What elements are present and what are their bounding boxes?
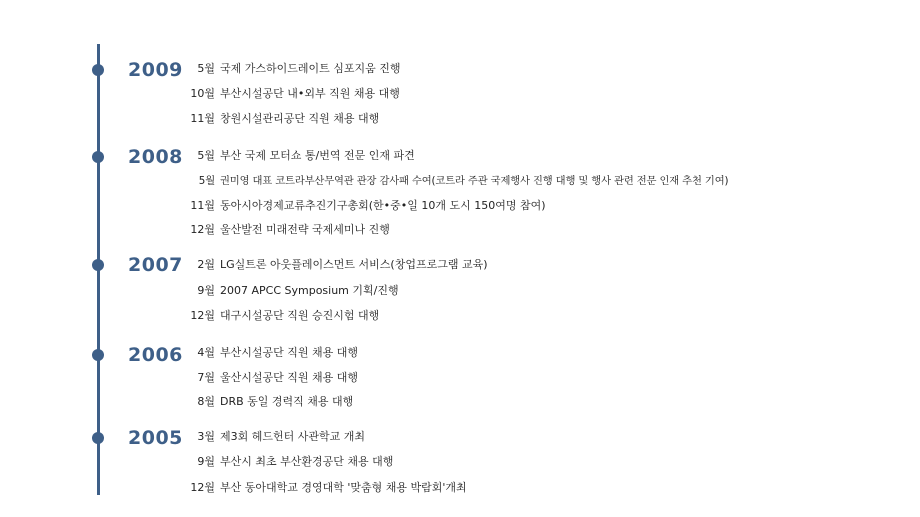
event-text: 창원시설관리공단 직원 채용 대행	[220, 112, 380, 125]
event-text: 제3회 헤드헌터 사관학교 개최	[220, 430, 365, 443]
event-month: 2월	[197, 258, 215, 271]
year-heading-2009: 2009	[128, 59, 183, 81]
event-month: 5월	[197, 62, 215, 75]
event-month: 3월	[197, 430, 215, 443]
event-text: 국제 가스하이드레이트 심포지움 진행	[220, 62, 401, 75]
event-month: 9월	[197, 284, 215, 297]
event-text: 부산시설공단 내•외부 직원 채용 대행	[220, 87, 400, 100]
event-month: 11월	[190, 112, 215, 125]
timeline-event	[184, 395, 353, 409]
timeline-event	[184, 258, 488, 272]
timeline-dot-2007	[92, 259, 104, 271]
event-month: 12월	[190, 223, 215, 236]
year-heading-2005: 2005	[128, 427, 183, 449]
timeline-event	[184, 309, 379, 323]
event-month: 9월	[197, 455, 215, 468]
timeline-event	[184, 223, 390, 237]
event-text: 울산발전 미래전략 국제세미나 진행	[220, 223, 390, 236]
timeline-event	[184, 199, 546, 213]
year-heading-2006: 2006	[128, 344, 183, 366]
event-month: 12월	[190, 481, 215, 494]
event-text: LG실트론 아웃플레이스먼트 서비스(창업프로그램 교육)	[220, 258, 488, 271]
event-month: 4월	[197, 346, 215, 359]
event-text: 2007 APCC Symposium 기획/진행	[220, 284, 399, 297]
event-month: 7월	[197, 371, 215, 384]
event-month: 10월	[190, 87, 215, 100]
event-text: 부산 동아대학교 경영대학 '맞춤형 채용 박람회'개최	[220, 481, 467, 494]
timeline-event	[184, 430, 365, 444]
event-month: 8월	[197, 395, 215, 408]
timeline-event	[184, 149, 415, 163]
timeline-event	[184, 346, 358, 360]
timeline-event	[184, 481, 467, 495]
event-text: 울산시설공단 직원 채용 대행	[220, 371, 359, 384]
event-text: 부산시설공단 직원 채용 대행	[220, 346, 359, 359]
event-text: DRB 동일 경력직 채용 대행	[220, 395, 354, 408]
timeline-event	[184, 62, 401, 76]
timeline-dot-2005	[92, 432, 104, 444]
event-text: 부산 국제 모터쇼 통/번역 전문 인재 파견	[220, 149, 415, 162]
timeline-event	[184, 284, 399, 298]
year-heading-2007: 2007	[128, 254, 183, 276]
timeline-event	[184, 455, 393, 469]
event-text: 부산시 최초 부산환경공단 채용 대행	[220, 455, 394, 468]
timeline-event	[184, 174, 728, 188]
timeline-dot-2006	[92, 349, 104, 361]
event-text: 권미영 대표 코트라부산무역관 관장 감사패 수여(코트라 주관 국제행사 진행 대행 및 행사 관련 전문 인재 추천 기여)	[220, 175, 729, 187]
timeline-event	[184, 87, 400, 101]
timeline-event	[184, 112, 379, 126]
timeline-dot-2008	[92, 151, 104, 163]
event-text: 동아시아경제교류추진기구총회(한•중•일 10개 도시 150여명 참여)	[220, 199, 546, 212]
timeline-dot-2009	[92, 64, 104, 76]
timeline-event	[184, 371, 358, 385]
event-month: 5월	[197, 149, 215, 162]
event-text: 대구시설공단 직원 승진시험 대행	[220, 309, 380, 322]
event-month: 11월	[190, 199, 215, 212]
event-month: 5월	[198, 175, 215, 187]
year-heading-2008: 2008	[128, 146, 183, 168]
event-month: 12월	[190, 309, 215, 322]
